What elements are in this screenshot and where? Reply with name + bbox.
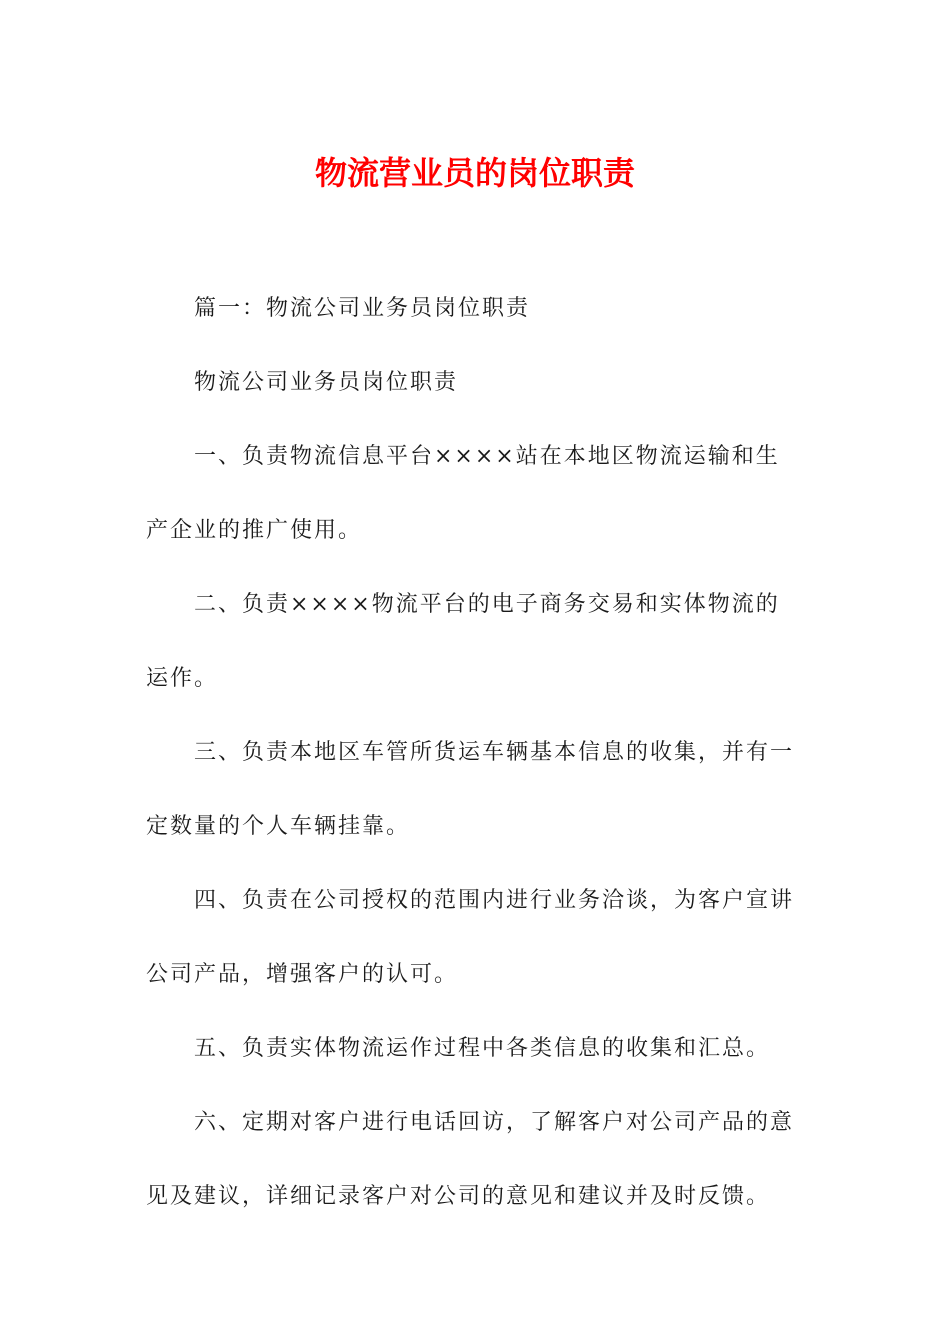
duty-item-1: 一、负责物流信息平台××××站在本地区物流运输和生产企业的推广使用。 [146, 444, 780, 543]
document-body [146, 272, 796, 1234]
subheading: 物流公司业务员岗位职责 [194, 370, 459, 395]
duty-item-2: 二、负责××××物流平台的电子商务交易和实体物流的运作。 [146, 592, 780, 691]
document-title: 物流营业员的岗位职责 [314, 154, 635, 192]
section-heading: 篇一：物流公司业务员岗位职责 [194, 296, 531, 321]
duty-item-5: 五、负责实体物流运作过程中各类信息的收集和汇总。 [194, 1036, 771, 1061]
duty-item-6: 六、定期对客户进行电话回访，了解客户对公司产品的意见及建议，详细记录客户对公司的意见和建议并及时反馈。 [146, 1110, 795, 1209]
duty-item-3: 三、负责本地区车管所货运车辆基本信息的收集，并有一定数量的个人车辆挂靠。 [146, 740, 795, 839]
duty-item-4: 四、负责在公司授权的范围内进行业务洽谈，为客户宣讲公司产品，增强客户的认可。 [146, 888, 795, 987]
